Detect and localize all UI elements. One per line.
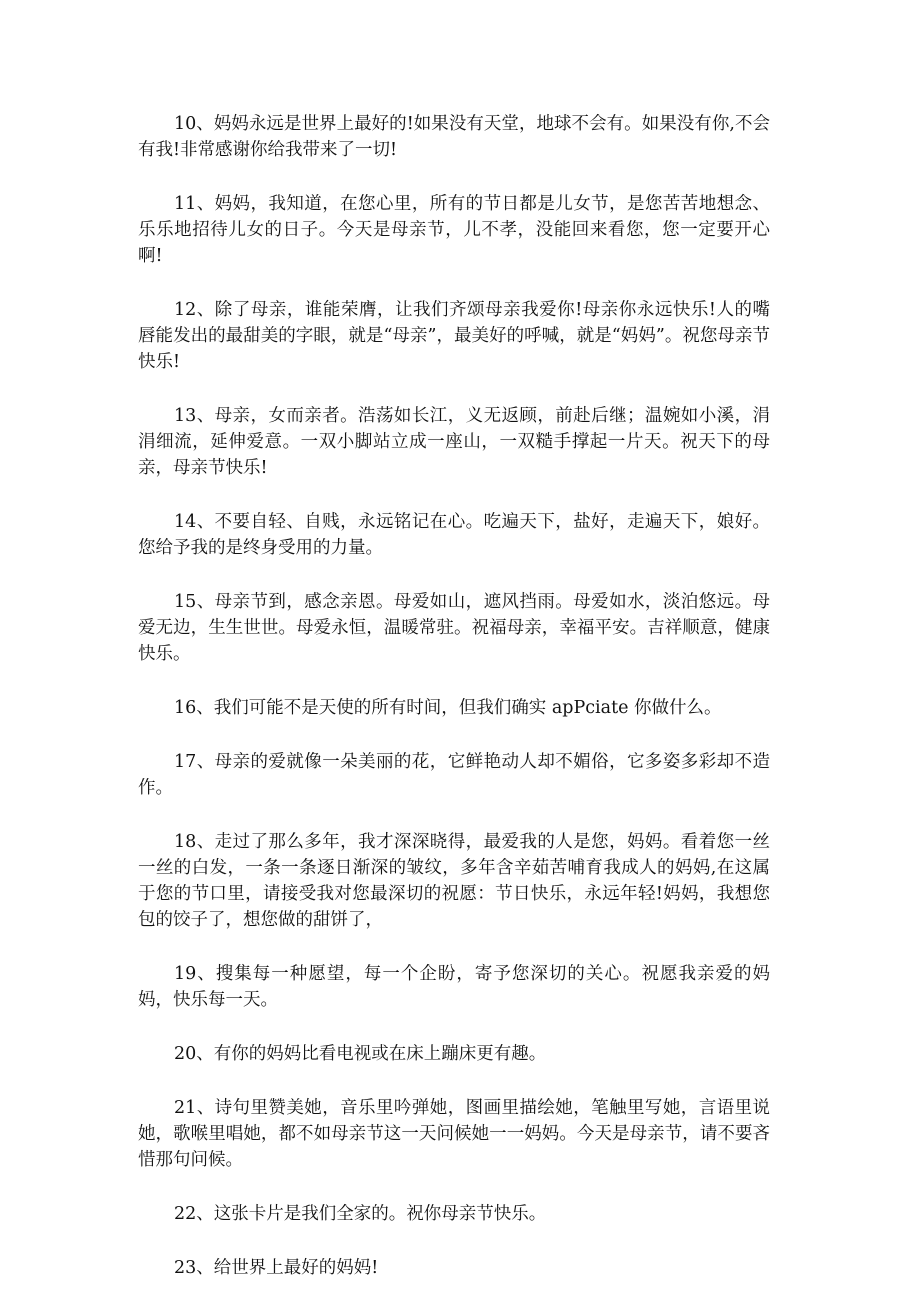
wish-paragraph-19: 19、搜集每一种愿望，每一个企盼，寄予您深切的关心。祝愿我亲爱的妈妈，快乐每一天。 (138, 964, 770, 1010)
wish-paragraph-11: 11、妈妈，我知道，在您心里，所有的节日都是儿女节，是您苦苦地想念、乐乐地招待儿女的日子。今天是母亲节，儿不孝，没能回来看您，您一定要开心啊! (138, 194, 770, 266)
wish-paragraph-18: 18、走过了那么多年，我才深深晓得，最爱我的人是您，妈妈。看着您一丝一丝的白发，一条一条逐日渐深的皱纹，多年含辛茹苦哺育我成人的妈妈,在这属于您的节口里，请接受我对您最深切的祝愿：节日快乐，永远年轻!妈妈，我想您包的饺子了，想您做的甜饼了， (138, 832, 770, 930)
wish-paragraph-21: 21、诗句里赞美她，音乐里吟弹她，图画里描绘她，笔触里写她，言语里说她，歌喉里唱她，都不如母亲节这一天问候她一一妈妈。今天是母亲节，请不要吝惜那句问候。 (138, 1098, 770, 1170)
wish-paragraph-14: 14、不要自轻、自贱，永远铭记在心。吃遍天下，盐好，走遍天下，娘好。您给予我的是终身受用的力量。 (138, 512, 770, 558)
wish-paragraph-22: 22、这张卡片是我们全家的。祝你母亲节快乐。 (174, 1204, 547, 1224)
wish-paragraph-20: 20、有你的妈妈比看电视或在床上蹦床更有趣。 (174, 1044, 547, 1064)
wish-paragraph-15: 15、母亲节到，感念亲恩。母爱如山，遮风挡雨。母爱如水，淡泊悠远。母爱无边，生生世世。母爱永恒，温暖常驻。祝福母亲，幸福平安。吉祥顺意，健康快乐。 (138, 592, 770, 664)
wish-paragraph-10: 10、妈妈永远是世界上最好的!如果没有天堂，地球不会有。如果没有你,不会有我!非常感谢你给我带来了一切! (138, 114, 770, 160)
wish-paragraph-12: 12、除了母亲，谁能荣膺，让我们齐颂母亲我爱你!母亲你永远快乐!人的嘴唇能发出的最甜美的字眼，就是“母亲”，最美好的呼喊，就是“妈妈”。祝您母亲节快乐! (138, 300, 770, 372)
wish-paragraph-23: 23、给世界上最好的妈妈! (174, 1258, 379, 1278)
wish-paragraph-16: 16、我们可能不是天使的所有时间，但我们确实 apPciate 你做什么。 (174, 698, 722, 718)
wish-paragraph-17: 17、母亲的爱就像一朵美丽的花，它鲜艳动人却不媚俗，它多姿多彩却不造作。 (138, 752, 770, 798)
wish-paragraph-13: 13、母亲，女而亲者。浩荡如长江，义无返顾，前赴后继；温婉如小溪，涓涓细流，延伸爱意。一双小脚站立成一座山，一双糙手撑起一片天。祝天下的母亲，母亲节快乐! (138, 406, 770, 478)
